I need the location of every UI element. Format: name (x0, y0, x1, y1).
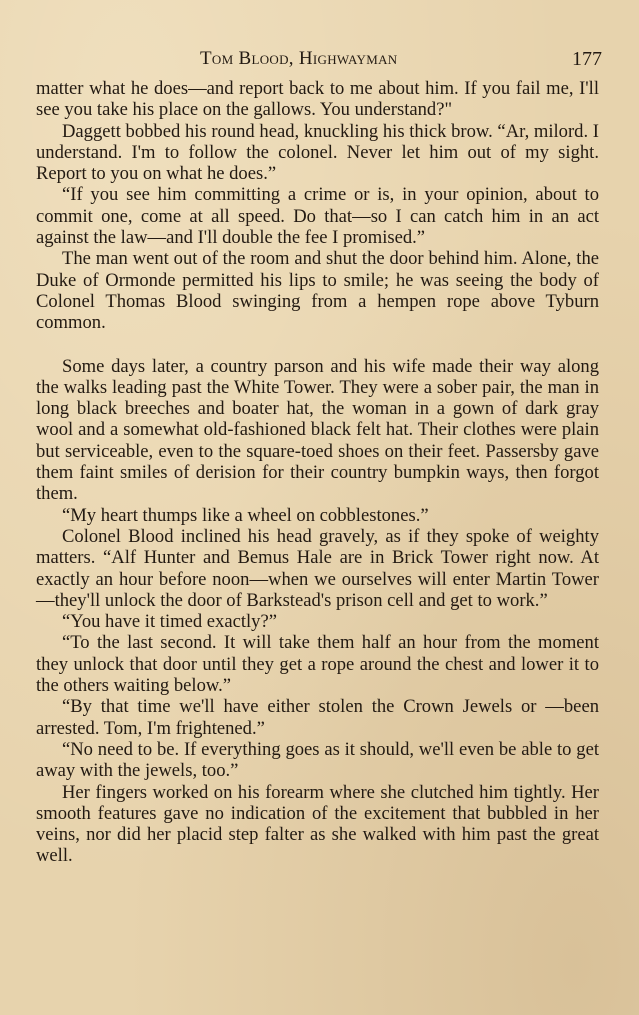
running-head: Tom Blood, Highwayman (200, 48, 398, 69)
paragraph: Colonel Blood inclined his head gravely, as if they spoke of weighty matters. “Alf Hunter and Bemus Hale are in Brick Tower right now. At exactly an hour before noon—when we ourselves will enter Martin Tower—they'll unlock the door of Barkstead's prison cell and get to work.” (36, 525, 599, 611)
paragraph: Some days later, a country parson and his wife made their way along the walks leading past the White Tower. They were a sober pair, the man in long black breeches and boater hat, the woman in a gown of dark gray wool and a somewhat old-fashioned black felt hat. Their clothes were plain but serviceable, even to the square-toed shoes on their feet. Passersby gave them faint smiles of derision for their country bumpkin ways, then forgot them. (36, 355, 599, 505)
paragraph: “You have it timed exactly?” (62, 611, 277, 633)
paragraph: Daggett bobbed his round head, knuckling his thick brow. “Ar, milord. I understand. I'm to follow the colonel. Never let him out of my sight. Report to you on what he does.” (36, 120, 599, 185)
paragraph: The man went out of the room and shut the door behind him. Alone, the Duke of Ormonde permitted his lips to smile; he was seeing the body of Colonel Thomas Blood swinging from a hempen rope above Tyburn common. (36, 248, 599, 334)
page-header (46, 46, 602, 74)
paragraph: “My heart thumps like a wheel on cobblestones.” (62, 504, 429, 526)
body-text (36, 78, 599, 867)
page-number: 177 (572, 48, 602, 70)
paragraph: matter what he does—and report back to me about him. If you fail me, I'll see you take his place on the gallows. You understand?" (36, 78, 599, 121)
paragraph: “No need to be. If everything goes as it should, we'll even be able to get away with the jewels, too.” (36, 738, 599, 782)
paragraph: “To the last second. It will take them half an hour from the moment they unlock that door until they get a rope around the chest and lower it to the others waiting below.” (36, 632, 599, 697)
paragraph: “If you see him committing a crime or is, in your opinion, about to commit one, come at all speed. Do that—so I can catch him in an act against the law—and I'll double the fee I promised.” (36, 184, 599, 249)
paragraph: Her fingers worked on his forearm where she clutched him tightly. Her smooth features gave no indication of the excitement that bubbled in her veins, nor did her placid step falter as she walked with him past the great well. (36, 781, 599, 867)
paragraph: “By that time we'll have either stolen the Crown Jewels or —been arrested. Tom, I'm frightened.” (36, 696, 599, 739)
